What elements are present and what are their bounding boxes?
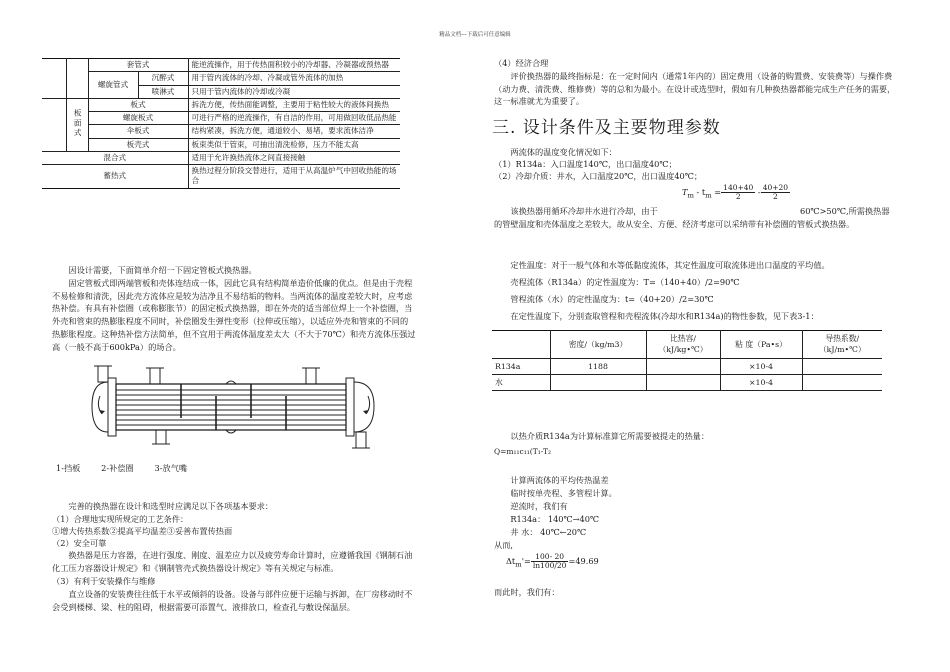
req-item-2-detail: 换热器是压力容器，在进行强度、刚度、温差应力以及疲劳寿命计算时，应遵循我国《钢制石油化工压力容器设计规定》和《钢制管壳式换热器设计规定》等有关规定与标准。 xyxy=(52,550,413,573)
type-desc: 用于管内流体的冷却、冷凝或管外流体的加热 xyxy=(188,72,400,85)
type-name: 沉醉式 xyxy=(138,72,188,85)
exchanger-classification-table xyxy=(42,58,400,189)
diagram-caption: 1-挡板 2-补偿圈 3-放气嘴 xyxy=(56,463,188,473)
exchanger-diagram xyxy=(86,356,386,456)
shell-side-temp: 壳程流体（R134a）的定性温度为：T=（140+40）/2=90℃ xyxy=(510,277,740,287)
type-name: 蓄热式 xyxy=(42,165,188,189)
req-item-3-detail: 直立设备的安装费往往低于水平或倾斜的设备。设备与部件应便于运输与拆卸，在厂房移动时不会受到楼梯、梁、柱的阻碍，根据需要可添置气、液排放口，检查孔与敷设保温层。 xyxy=(52,589,413,612)
lmtd-line-5: 井 水： 40℃←20℃ xyxy=(510,527,587,537)
header-specific-heat: 比热容/（kJ/kg•℃） xyxy=(646,331,720,359)
table-row xyxy=(42,151,400,164)
type-name: 伞板式 xyxy=(88,125,188,138)
temp-intro: 两流体的温度变化情况如下： xyxy=(510,147,617,157)
table-row: 水 ×10-4 xyxy=(492,374,882,390)
heat-load-intro: 以热介质R134a为计算标准算它所需要被提走的热量： xyxy=(510,431,710,441)
table-header-row xyxy=(492,331,882,359)
tube-side-temp: 管程流体（水）的定性温度为：t=（40+20）/2=30℃ xyxy=(510,294,714,304)
req-item-4: （4）经济合理 xyxy=(494,58,549,68)
temp-r134a: （1）R134a：入口温度140℃，出口温度40℃； xyxy=(494,159,677,169)
section-title: 三. 设计条件及主要物理参数 xyxy=(492,118,721,138)
temp-coolant: （2）冷却介质：井水，入口温度20℃，出口温度40℃； xyxy=(494,171,703,181)
type-name: 板壳式 xyxy=(88,138,188,151)
type-desc: 换热过程分阶段交替进行，适用于从高温炉气中回收热能的场合 xyxy=(188,165,400,189)
req-item-2: （2）安全可靠 xyxy=(52,538,107,548)
type-name: 螺旋板式 xyxy=(88,112,188,125)
lmtd-line-1: 计算两流体的平均传热温差 xyxy=(510,475,609,485)
req-item-3: （3）有利于安装操作与维修 xyxy=(52,576,156,586)
type-desc: 能逆流操作，用于传热面积较小的冷却器、冷凝器或预热器 xyxy=(188,59,400,72)
type-desc: 可进行严格的逆流操作，有自洁的作用，可用做回收低品热能 xyxy=(188,112,400,125)
type-desc: 只用于管内流体的冷却或冷凝 xyxy=(188,85,400,98)
page-header: 精品文档---下载后可任意编辑 xyxy=(439,32,511,38)
lmtd-line-7: 而此时，我们有： xyxy=(494,587,560,597)
type-desc: 结构紧凑，拆洗方便，通道较小、易堵，要求流体洁净 xyxy=(188,125,400,138)
group-label: 板面式 xyxy=(73,108,83,138)
heat-load-formula: Q=m₁₁c₁₁(T₁-T₂ xyxy=(494,447,551,456)
cooling-text-c: 的管壁温度和壳体温度之差较大，故从安全、方便、经济考虑可以采纳带有补偿圈的管板式换热器。 xyxy=(494,219,855,229)
property-lookup-text: 在定性温度下，分别查取管程和壳程流体(冷却水和R134a)的物性参数，见下表3-1： xyxy=(510,311,819,321)
req-item-1: （1）合理地实现所规定的工艺条件： xyxy=(52,514,189,524)
req-item-1-detail: ①增大传热系数②提高平均温差③妥善布置传热面 xyxy=(52,526,233,536)
type-desc: 拆洗方便，传热面能调整，主要用于粘性较大的液体间换热 xyxy=(188,98,400,111)
table-row xyxy=(42,72,400,85)
cooling-text-a: 该换热器用循环冷却井水进行冷却，由于 xyxy=(510,206,658,216)
lmtd-line-4: R134a： 140℃→40℃ xyxy=(510,514,600,524)
type-desc: 板束类似于管束，可抽出清洗检修，压力不能太高 xyxy=(188,138,400,151)
type-name: 板式 xyxy=(88,98,188,111)
header-viscosity: 粘 度（Pa•s） xyxy=(720,331,802,359)
qualitative-temp: 定性温度：对于一般气体和水等低黏度流体，其定性温度可取流体进出口温度的平均值。 xyxy=(510,260,830,270)
table-row xyxy=(42,138,400,151)
type-name: 套管式 xyxy=(88,59,188,72)
table-row: R134a 1188 ×10-4 xyxy=(492,358,882,374)
temp-difference-equation: $T_m - t_m$ = $\frac{140+40}{2}$ - $\frac{40+20}{2}$ xyxy=(682,183,789,202)
fluid-name: 水 xyxy=(492,374,550,390)
fluid-name: R134a xyxy=(492,358,550,374)
header-density: 密度/（kg/m3） xyxy=(550,331,646,359)
fixed-tubesheet-paragraph: 固定管板式即两端管板和壳体连结成一体，因此它具有结构简单造价低廉的优点。但是由于壳程不易检修和清洗，因此壳方流体应是较为洁净且不易结垢的物料。当两流体的温度差较大时，应考虑热补偿。有具有补偿圈（或称膨胀节）的固定板式换热器，即在外壳的适当部位焊上一个补偿圈，当外壳和管束的热膨胀程度不同时，补偿圈发生弹性变形（拉伸或压缩），以适应外壳和管束的不同的热膨胀程度。这种热补偿方法简单，但不宜用于两流体温度差太大（不大于70℃）和壳方流体压强过高（一般不高于600kPa）的场合。 xyxy=(52,278,416,352)
lmtd-equation: $\Delta t_m'=$ $\frac{100- 20}{\ln 100/20}$ =49.69 xyxy=(506,552,599,571)
table-row xyxy=(42,59,400,72)
type-name: 喷淋式 xyxy=(138,85,188,98)
type-name: 混合式 xyxy=(42,151,188,164)
cooling-text-b: 60℃>50℃,所需换热器 xyxy=(800,206,890,216)
table-row xyxy=(42,98,400,111)
lmtd-line-2: 临时按单壳程、多管程计算。 xyxy=(510,488,617,498)
type-group: 螺旋管式 xyxy=(88,72,138,99)
table-row xyxy=(42,125,400,138)
table-row xyxy=(42,165,400,189)
header-conductivity: 导热系数/（kJ/m•℃） xyxy=(802,331,882,359)
requirements-intro: 完善的换热器在设计和选型时应满足以下各项基本要求： xyxy=(68,501,274,511)
lmtd-line-6: 从而, xyxy=(494,540,513,550)
type-desc: 适用于允许换热流体之间直接接触 xyxy=(188,151,400,164)
physical-properties-table xyxy=(492,330,882,391)
lmtd-line-3: 逆流时，我们有 xyxy=(510,501,568,511)
table-row xyxy=(42,112,400,125)
intro-paragraph: 因设计需要，下面简单介绍一下固定管板式换热器。 xyxy=(68,265,257,275)
economy-paragraph: 评价换热器的最终指标是：在一定时间内（通常1年内的）固定费用（设备的购置费、安装费等）与操作费（动力费、清洗费、维修费）等的总和为最小。在设计或选型时，假如有几种换热器都能完成生产任务的需要，这一标准就尤为重要了。 xyxy=(494,71,896,107)
